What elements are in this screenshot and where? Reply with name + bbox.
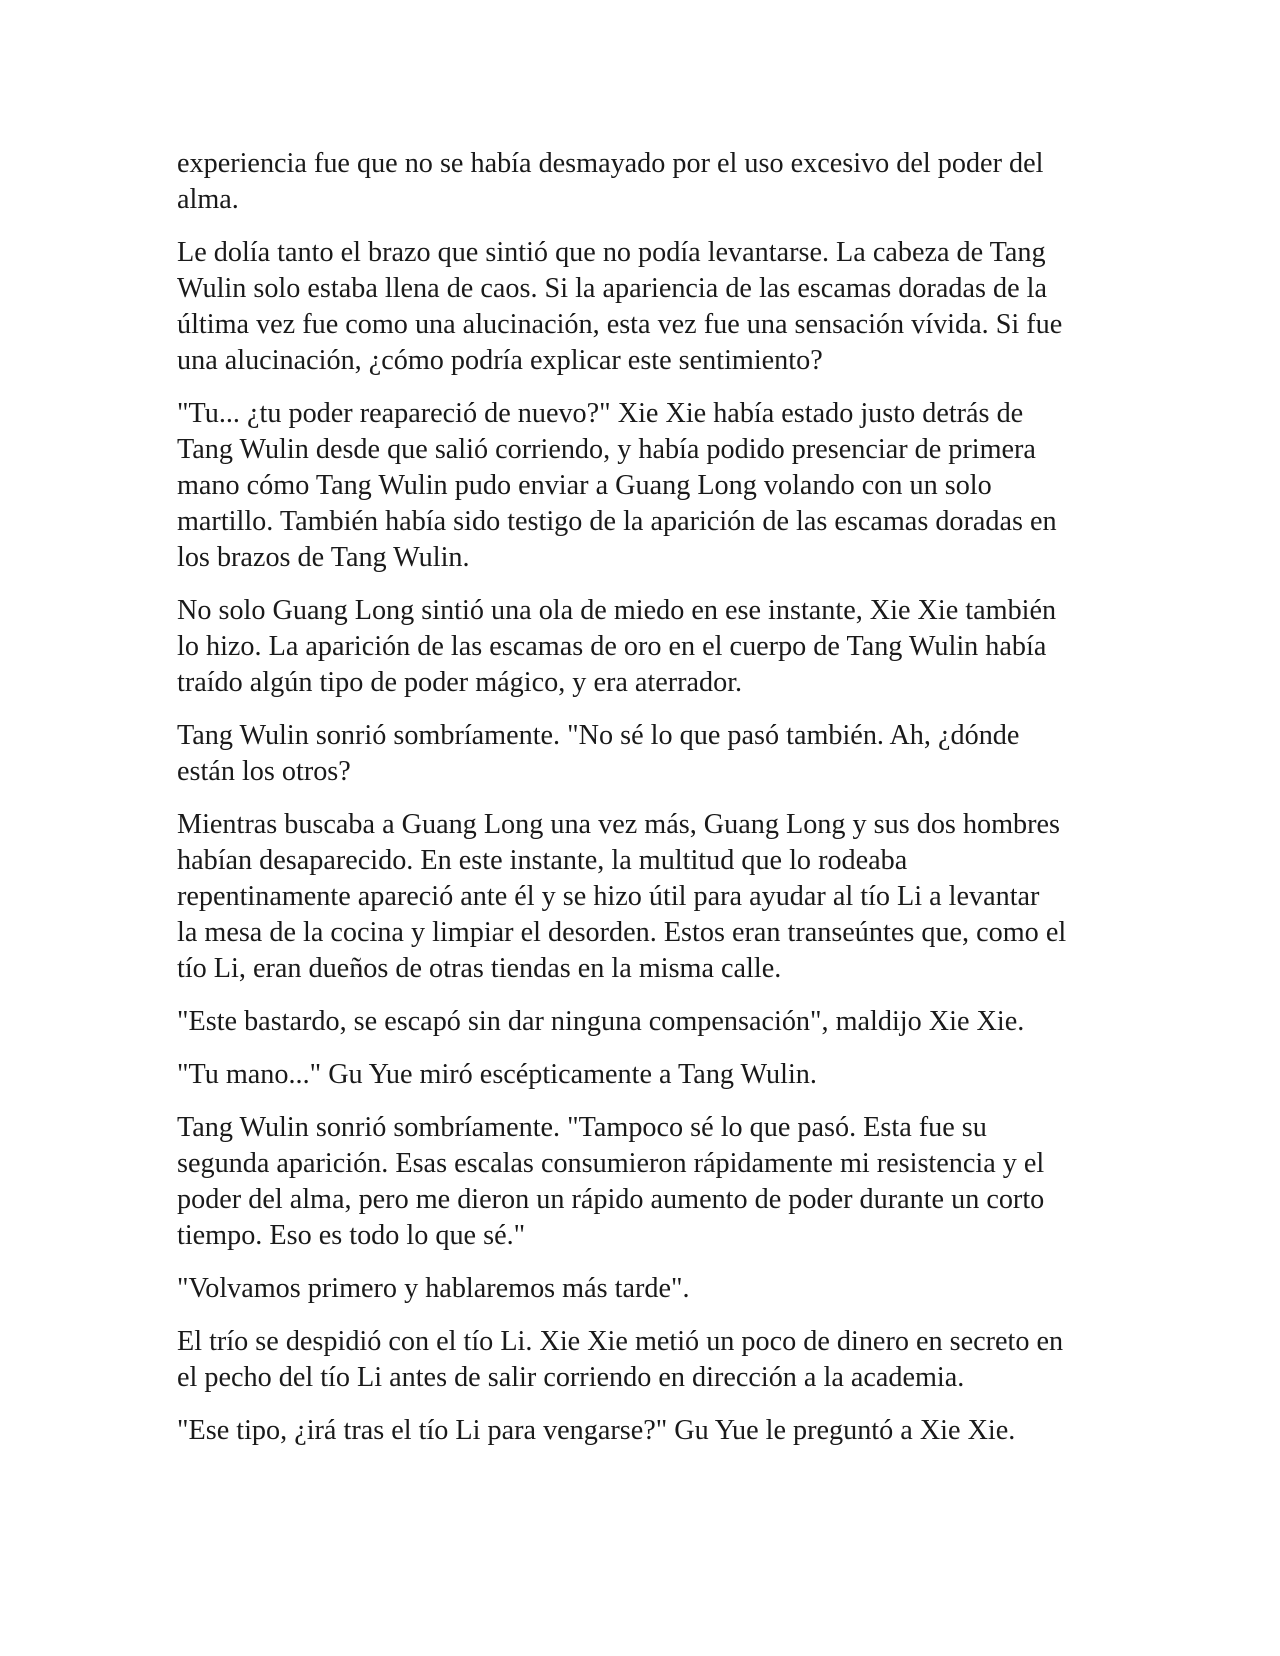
paragraph-5: Tang Wulin sonrió sombríamente. "No sé lo que pasó también. Ah, ¿dónde están los otros? <box>177 720 1020 787</box>
paragraph-3: "Tu... ¿tu poder reapareció de nuevo?" Xie Xie había estado justo detrás de Tang Wulin desde que salió corriendo, y había podido presenciar de primera mano cómo Tang Wulin pudo enviar a Guang Long volando con un solo martillo. También había sido testigo de la aparición de las escamas doradas en los brazos de Tang Wulin. <box>177 398 1057 573</box>
paragraph-8: "Tu mano..." Gu Yue miró escépticamente a Tang Wulin. <box>177 1059 817 1090</box>
paragraph-6: Mientras buscaba a Guang Long una vez más, Guang Long y sus dos hombres habían desaparecido. En este instante, la multitud que lo rodeaba repentinamente apareció ante él y se hizo útil para ayudar al tío Li a levantar la mesa de la cocina y limpiar el desorden. Estos eran transeúntes que, como el tío Li, eran dueños de otras tiendas en la misma calle. <box>177 809 1067 984</box>
paragraph-9: Tang Wulin sonrió sombríamente. "Tampoco sé lo que pasó. Esta fue su segunda aparición. Esas escalas consumieron rápidamente mi resistencia y el poder del alma, pero me dieron un rápido aumento de poder durante un corto tiempo. Eso es todo lo que sé." <box>177 1112 1045 1251</box>
paragraph-4: No solo Guang Long sintió una ola de miedo en ese instante, Xie Xie también lo hizo. La aparición de las escamas de oro en el cuerpo de Tang Wulin había traído algún tipo de poder mágico, y era aterrador. <box>177 595 1057 698</box>
paragraph-2: Le dolía tanto el brazo que sintió que no podía levantarse. La cabeza de Tang Wulin solo estaba llena de caos. Si la apariencia de las escamas doradas de la última vez fue como una alucinación, esta vez fue una sensación vívida. Si fue una alucinación, ¿cómo podría explicar este sentimiento? <box>177 237 1063 376</box>
paragraph-1: experiencia fue que no se había desmayado por el uso excesivo del poder del alma. <box>177 148 1044 215</box>
paragraph-11: El trío se despidió con el tío Li. Xie Xie metió un poco de dinero en secreto en el pecho del tío Li antes de salir corriendo en dirección a la academia. <box>177 1326 1064 1393</box>
paragraph-10: "Volvamos primero y hablaremos más tarde". <box>177 1273 690 1304</box>
paragraph-12: "Ese tipo, ¿irá tras el tío Li para vengarse?" Gu Yue le preguntó a Xie Xie. <box>177 1415 1016 1446</box>
paragraph-7: "Este bastardo, se escapó sin dar ninguna compensación", maldijo Xie Xie. <box>177 1006 1025 1037</box>
document-body <box>177 146 1107 1466</box>
